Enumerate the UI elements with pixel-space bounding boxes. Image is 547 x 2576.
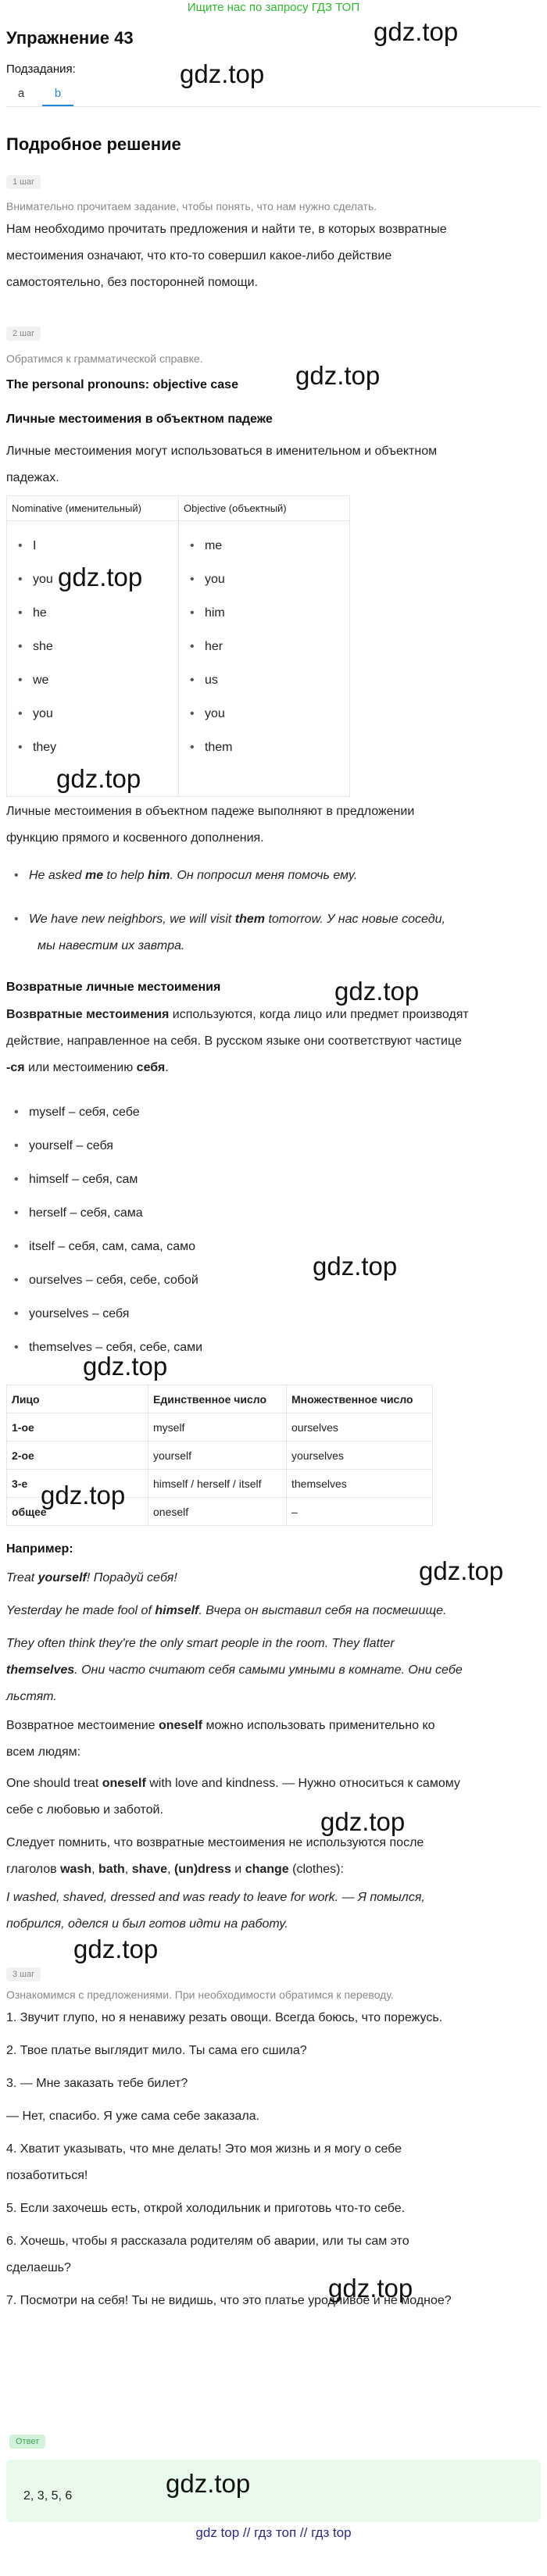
list-item: 3. — Мне заказать тебе билет? [6,2077,188,2090]
footer-links[interactable]: gdz top // гдз топ // гдз top [195,2525,352,2540]
objective-column [179,521,350,797]
grammar-intro: Личные местоимения могут использоваться в именительном и объектном падежах. [6,445,438,484]
step1-text: Нам необходимо прочитать предложения и найти те, в которых возвратные местоимения означают, что кто-то совершил какое-либо действие самостоятельно, без посторонней помощи. [6,223,447,289]
sentence-list [6,2002,541,2317]
example-2: • We have new neighbors, we will visit them tomorrow. У нас новые соседи, мы навестим их завтра. [14,913,445,952]
watermark: gdz.top [83,1352,168,1381]
list-item: • you [190,573,225,586]
list-item: • herself – себя, сама [14,1206,143,1220]
watermark: gdz.top [334,977,420,1006]
list-item: • us [190,673,218,687]
reflexive-paragraph: Возвратные местоимения используются, когда лицо или предмет производят действие, направленное на себя. В русском языке они соответствуют частице -ся или местоимению себя. [6,1008,469,1074]
list-item: 2. Твое платье выглядит мило. Ты сама его сшила? [6,2044,307,2057]
table-row: 1-ое myself ourselves [7,1413,433,1442]
watermark: gdz.top [166,2469,251,2498]
list-item: • yourselves – себя [14,1307,130,1320]
example-label: Например: [6,1542,73,1556]
list-item: • itself – себя, сам, сама, само [14,1240,195,1253]
after-table-text: Личные местоимения в объектном падеже выполняют в предложении функцию прямого и косвенного дополнения. [6,805,415,845]
reflexive-heading: Возвратные личные местоимения [6,981,221,994]
step-badge: 2 шаг [6,327,41,341]
watermark: gdz.top [374,17,459,46]
list-item: • you [18,573,53,586]
pronoun-table [6,495,350,797]
list-item: • me [190,539,223,552]
oneself-paragraph: Возвратное местоимение oneself можно использовать применительно ко всем людям: [6,1719,435,1759]
watermark: gdz.top [41,1481,126,1510]
step-note: Обратимся к грамматической справке. [6,352,203,365]
table-header: Nominative (именительный) [7,496,179,521]
list-item: • she [18,640,53,653]
step-note: Внимательно прочитаем задание, чтобы понять, что нам нужно сделать. [6,200,377,213]
list-item: • themselves – себя, себе, сами [14,1341,203,1354]
step-badge: 3 шаг [6,1967,41,1981]
reflexive-list [14,1095,202,1364]
tabs-divider [6,106,541,107]
list-item: • her [190,640,223,653]
list-item: • he [18,606,47,620]
watermark: gdz.top [295,361,381,390]
note-paragraph: Следует помнить, что возвратные местоимения не используются после глаголов wash, bath, shave, (un)dress и change (clothes): [6,1836,424,1876]
list-item: • we [18,673,49,687]
watermark: gdz.top [320,1807,406,1836]
table-header: Objective (объектный) [179,496,350,521]
list-item: • himself – себя, сам [14,1173,138,1186]
example-1: • He asked me to help him. Он попросил меня помочь ему. [14,869,358,882]
step-badge: 1 шаг [6,175,41,189]
list-item: 1. Звучит глупо, но я ненавижу резать овощи. Всегда боюсь, что порежусь. [6,2011,443,2024]
list-item: • ourselves – себя, себе, собой [14,1274,198,1287]
step-note: Ознакомимся с предложениями. При необходимости обратимся к переводу. [6,1988,394,2001]
oneself-example: One should treat oneself with love and kindness. — Нужно относиться к самому себе с любовью и заботой. [6,1777,460,1817]
subtasks-label: Подзадания: [6,63,76,76]
grammar-heading-ru: Личные местоимения в объектном падеже [6,413,273,426]
watermark: gdz.top [419,1556,504,1585]
page-title: Упражнение 43 [6,28,134,48]
grammar-heading-en: The personal pronouns: objective case [6,378,238,391]
answer-badge: Ответ [9,2435,45,2449]
note-example: I washed, shaved, dressed and was ready to leave for work. — Я помылся, побрился, оделся и был готов идти на работу. [6,1891,425,1931]
watermark: gdz.top [56,764,141,793]
list-item: • them [190,741,233,754]
table-header: Лицо [7,1385,148,1413]
watermark: gdz.top [328,2274,413,2303]
list-item: • I [18,539,37,552]
answer-text: 2, 3, 5, 6 [23,2489,73,2503]
table-row: общее oneself – [7,1498,433,1526]
list-item: 4. Хватит указывать, что мне делать! Это моя жизнь и я могу о себе позаботиться! [6,2142,402,2182]
list-item: • you [190,707,225,720]
tab-a[interactable]: a [17,87,25,100]
list-item: • they [18,741,57,754]
tab-b[interactable]: b [42,84,73,106]
list-item: 5. Если захочешь есть, открой холодильник и приготовь что-то себе. [6,2202,406,2215]
samples: Treat yourself! Порадуй себя! Yesterday he made fool of himself. Вчера он выставил себя на посмешище. They often think they're the only smart people in the room. They flatter themselves. Они часто считают себя самыми умными в комнате. Они себе льстят. [6,1571,463,1703]
watermark: gdz.top [313,1252,398,1281]
list-item: 6. Хочешь, чтобы я рассказала родителям об аварии, или ты сам это сделаешь? [6,2235,409,2274]
answer-box [6,2460,541,2522]
watermark: gdz.top [73,1935,159,1963]
list-item: • you [18,707,53,720]
solution-heading: Подробное решение [6,134,181,154]
watermark: gdz.top [180,59,265,88]
table-row: 3-е himself / herself / itself themselves [7,1470,433,1498]
table-header: Единственное число [148,1385,287,1413]
table-header: Множественное число [287,1385,433,1413]
watermark: gdz.top [58,563,143,591]
list-item: 7. Посмотри на себя! Ты не видишь, что это платье уродливое и не модное? [6,2294,452,2307]
list-item: • myself – себя, себе [14,1106,140,1119]
list-item: • yourself – себя [14,1139,113,1152]
table-row: 2-ое yourself yourselves [7,1442,433,1470]
list-item: — Нет, спасибо. Я уже сама себе заказала. [6,2110,259,2123]
search-banner[interactable]: Ищите нас по запросу ГДЗ ТОП [187,1,360,14]
list-item: • him [190,606,225,620]
